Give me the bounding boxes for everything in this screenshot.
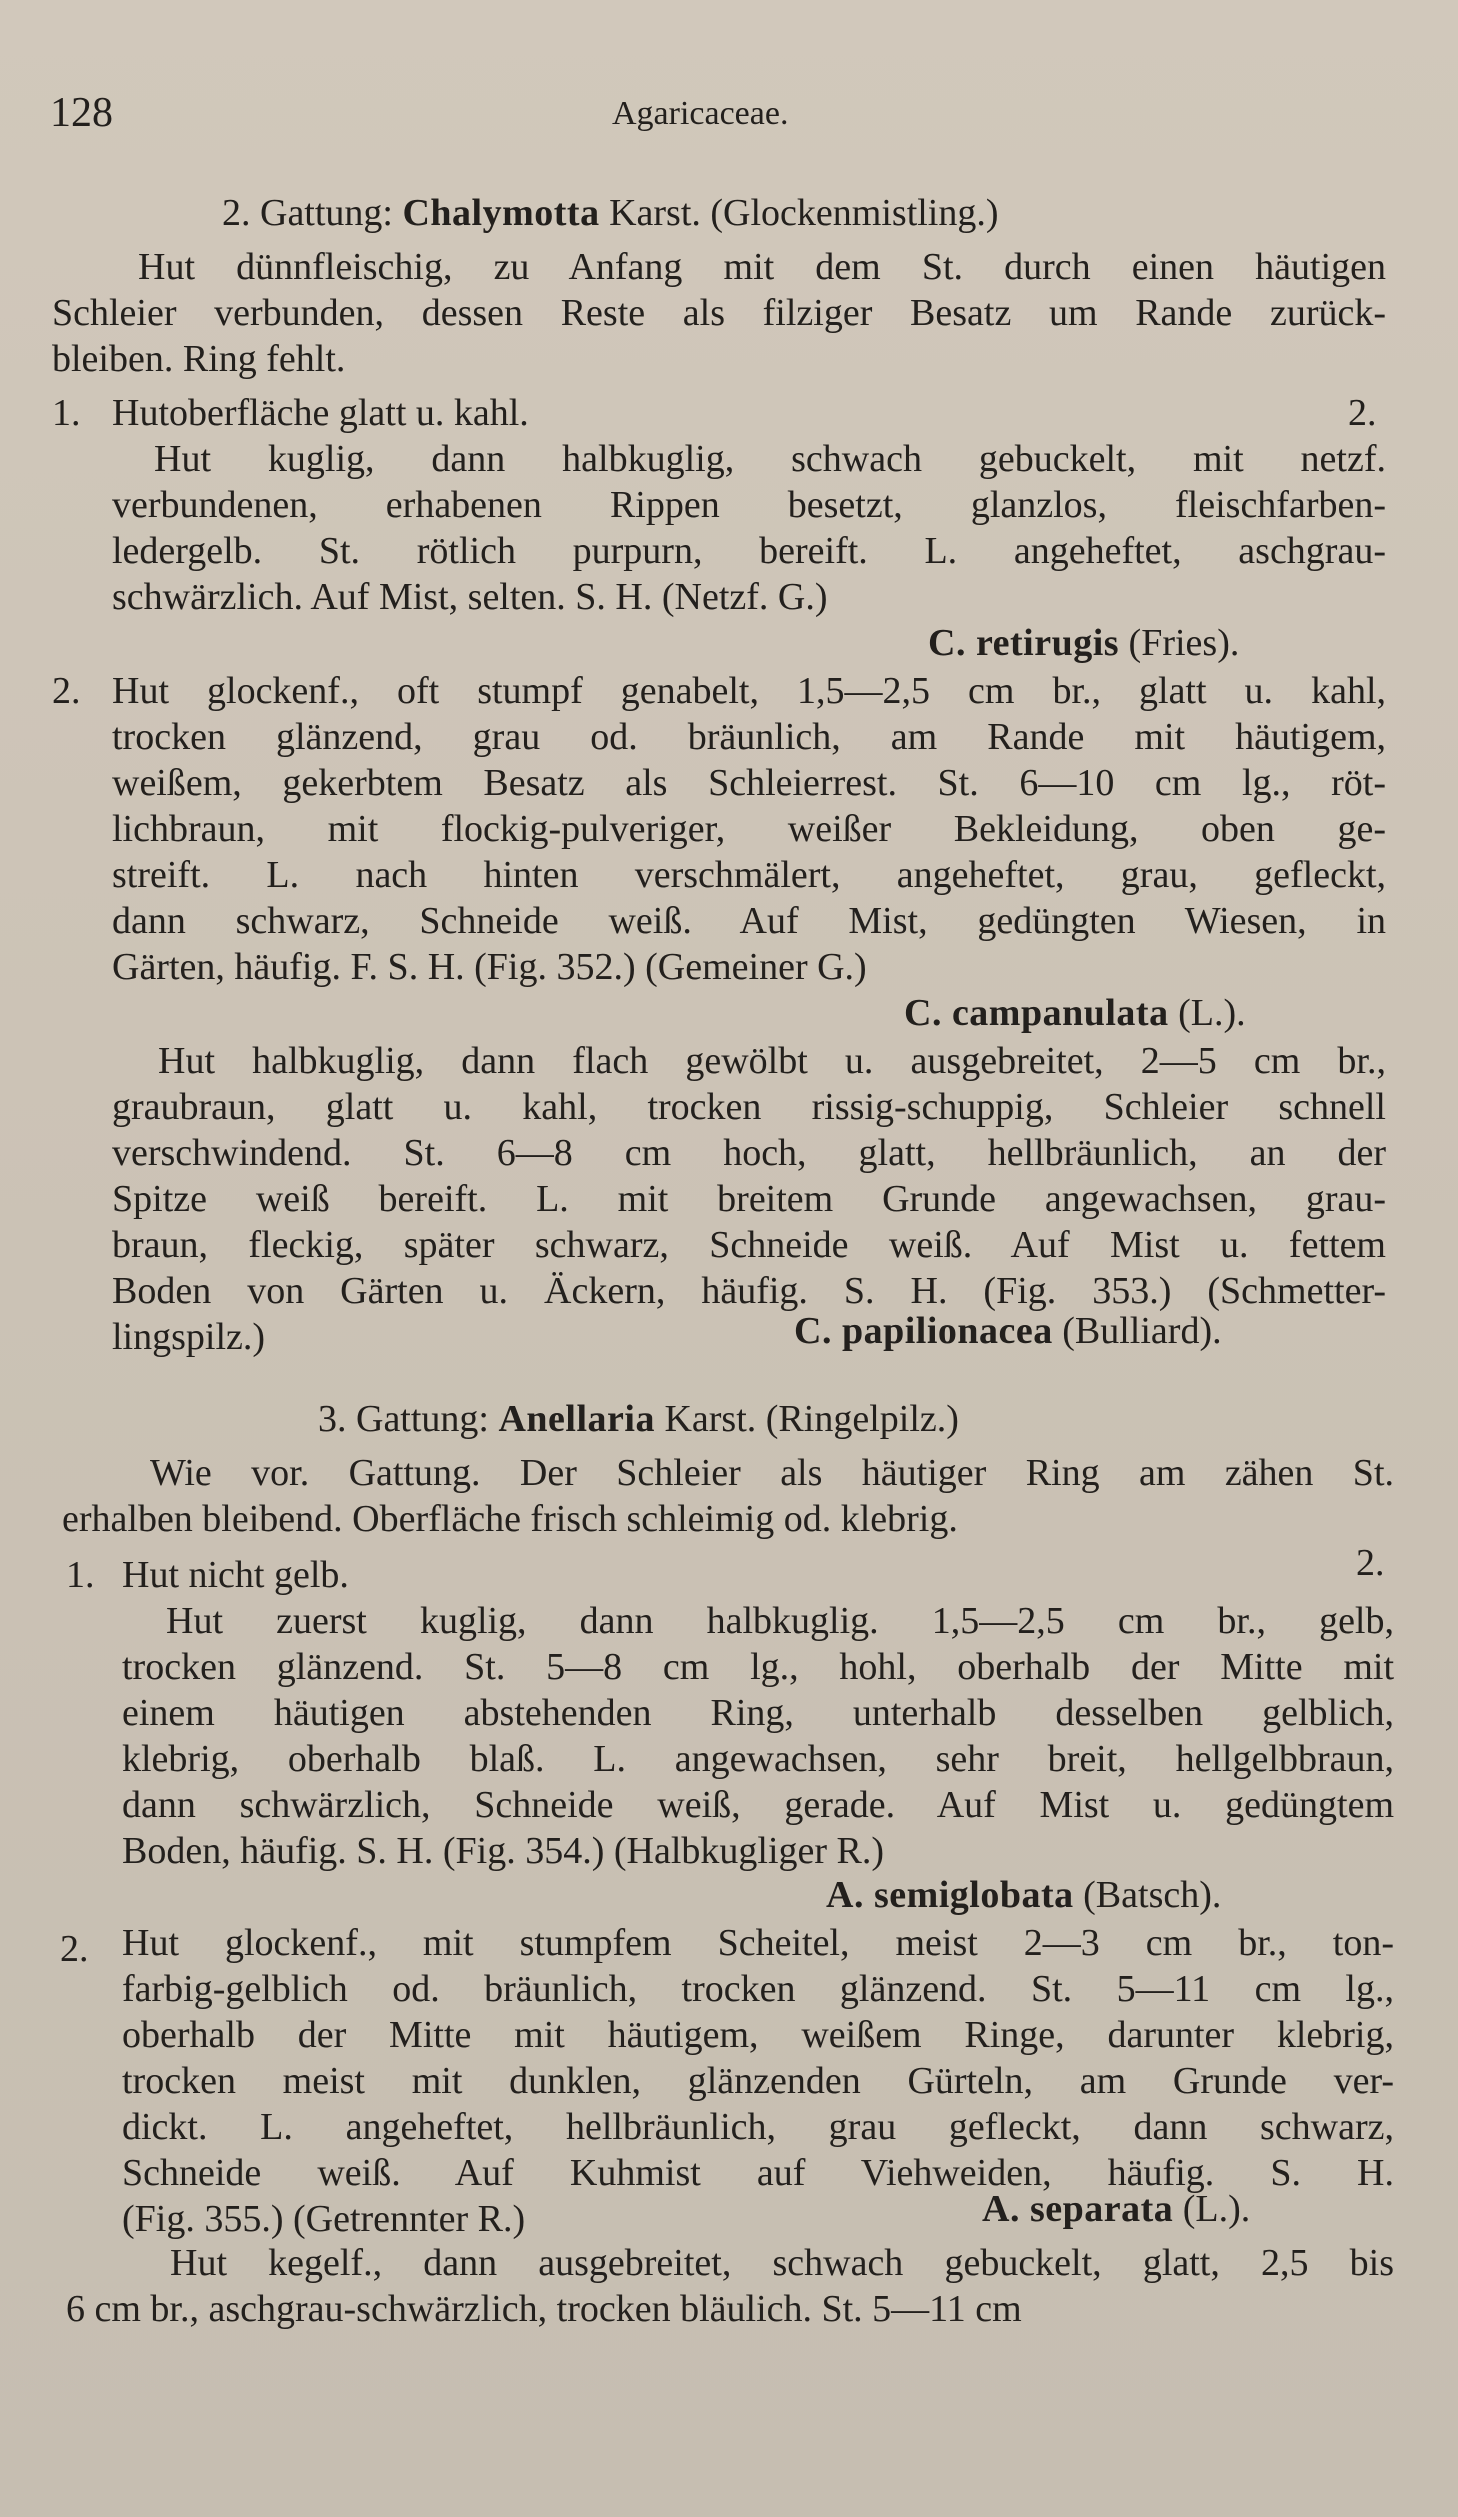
description-line: braun, fleckig, später schwarz, Schneide weiß. Auf Mist u. fettem	[112, 1224, 1386, 1266]
description-line: 6 cm br., aschgrau-schwärzlich, trocken bläulich. St. 5—11 cm	[66, 2288, 1022, 2330]
description-line: graubraun, glatt u. kahl, trocken rissig-schuppig, Schleier schnell	[112, 1086, 1386, 1128]
key-number: 2.	[60, 1928, 89, 1970]
key-lead: Hut nicht gelb.	[122, 1554, 349, 1596]
description-line: Hut glockenf., oft stumpf genabelt, 1,5—2,5 cm br., glatt u. kahl,	[112, 670, 1386, 712]
key-number: 1.	[66, 1554, 95, 1596]
description-line: klebrig, oberhalb blaß. L. angewachsen, sehr breit, hellgelbbraun,	[122, 1738, 1394, 1780]
description-line: ledergelb. St. rötlich purpurn, bereift. L. angeheftet, aschgrau-	[112, 530, 1386, 572]
key-goto: 2.	[1356, 1542, 1385, 1584]
paragraph-line: Hut dünnfleischig, zu Anfang mit dem St. durch einen häutigen	[138, 246, 1386, 288]
description-line: Hut kegelf., dann ausgebreitet, schwach gebuckelt, glatt, 2,5 bis	[170, 2242, 1394, 2284]
page-number: 128	[50, 90, 113, 136]
genus-heading-prefix: 2. Gattung:	[222, 192, 393, 234]
paragraph-line: Schleier verbunden, dessen Reste als filziger Besatz um Rande zurück-	[52, 292, 1386, 334]
description-line: Hut kuglig, dann halbkuglig, schwach gebuckelt, mit netzf.	[154, 438, 1386, 480]
species-name-line	[794, 1308, 1222, 1354]
species-name: A. semiglobata	[826, 1874, 1074, 1916]
description-line: trocken meist mit dunklen, glänzenden Gürteln, am Grunde ver-	[122, 2060, 1394, 2102]
description-line: Hut zuerst kuglig, dann halbkuglig. 1,5—2,5 cm br., gelb,	[166, 1600, 1394, 1642]
species-name-line	[904, 990, 1246, 1036]
description-line: trocken glänzend. St. 5—8 cm lg., hohl, oberhalb der Mitte mit	[122, 1646, 1394, 1688]
paragraph-line: bleiben. Ring fehlt.	[52, 338, 346, 380]
description-line: dann schwarz, Schneide weiß. Auf Mist, gedüngten Wiesen, in	[112, 900, 1386, 942]
description-line: lingspilz.)	[112, 1316, 266, 1358]
species-author: (Batsch).	[1083, 1874, 1222, 1916]
description-line: weißem, gekerbtem Besatz als Schleierrest. St. 6—10 cm lg., röt-	[112, 762, 1386, 804]
key-number: 2.	[52, 670, 81, 712]
description-line: Boden, häufig. S. H. (Fig. 354.) (Halbkugliger R.)	[122, 1830, 885, 1872]
description-line: oberhalb der Mitte mit häutigem, weißem Ringe, darunter klebrig,	[122, 2014, 1394, 2056]
species-name: C. papilionacea	[794, 1310, 1053, 1352]
description-line: schwärzlich. Auf Mist, selten. S. H. (Netzf. G.)	[112, 576, 828, 618]
description-line: lichbraun, mit flockig-pulveriger, weißer Bekleidung, oben ge-	[112, 808, 1386, 850]
species-name-line	[982, 2186, 1250, 2232]
description-line: Spitze weiß bereift. L. mit breitem Grunde angewachsen, grau-	[112, 1178, 1386, 1220]
genus-heading-chalymotta	[222, 190, 999, 236]
species-author: (L.).	[1178, 992, 1246, 1034]
description-line: Gärten, häufig. F. S. H. (Fig. 352.) (Gemeiner G.)	[112, 946, 867, 988]
key-goto: 2.	[1348, 392, 1377, 434]
species-name: A. separata	[982, 2188, 1174, 2230]
description-line: trocken glänzend, grau od. bräunlich, am Rande mit häutigem,	[112, 716, 1386, 758]
genus-heading-prefix: 3. Gattung:	[318, 1398, 489, 1440]
species-name-line	[928, 620, 1239, 666]
description-line: Hut halbkuglig, dann flach gewölbt u. ausgebreitet, 2—5 cm br.,	[158, 1040, 1386, 1082]
species-author: (L.).	[1182, 2188, 1251, 2230]
species-name: C. retirugis	[928, 622, 1120, 664]
description-line: verschwindend. St. 6—8 cm hoch, glatt, hellbräunlich, an der	[112, 1132, 1386, 1174]
description-line: dickt. L. angeheftet, hellbräunlich, grau gefleckt, dann schwarz,	[122, 2106, 1394, 2148]
description-line: Hut glockenf., mit stumpfem Scheitel, meist 2—3 cm br., ton-	[122, 1922, 1394, 1964]
description-line: verbundenen, erhabenen Rippen besetzt, glanzlos, fleischfarben-	[112, 484, 1386, 526]
genus-heading-suffix: Karst. (Glockenmistling.)	[609, 192, 999, 234]
running-head: Agaricaceae.	[612, 95, 789, 132]
paragraph-line: erhalben bleibend. Oberfläche frisch schleimig od. klebrig.	[62, 1498, 958, 1540]
description-line: (Fig. 355.) (Getrennter R.)	[122, 2198, 526, 2240]
genus-heading-suffix: Karst. (Ringelpilz.)	[664, 1398, 959, 1440]
description-line: streift. L. nach hinten verschmälert, angeheftet, grau, gefleckt,	[112, 854, 1386, 896]
species-author: (Fries).	[1128, 622, 1240, 664]
paragraph-line: Wie vor. Gattung. Der Schleier als häutiger Ring am zähen St.	[150, 1452, 1394, 1494]
species-author: (Bulliard).	[1062, 1310, 1222, 1352]
description-line: dann schwärzlich, Schneide weiß, gerade. Auf Mist u. gedüngtem	[122, 1784, 1394, 1826]
key-number: 1.	[52, 392, 81, 434]
genus-name: Anellaria	[498, 1398, 655, 1440]
description-line: Boden von Gärten u. Äckern, häufig. S. H. (Fig. 353.) (Schmetter-	[112, 1270, 1386, 1312]
description-line: farbig-gelblich od. bräunlich, trocken glänzend. St. 5—11 cm lg.,	[122, 1968, 1394, 2010]
description-line: einem häutigen abstehenden Ring, unterhalb desselben gelblich,	[122, 1692, 1394, 1734]
species-name-line	[826, 1872, 1221, 1918]
genus-heading-anellaria	[318, 1396, 959, 1442]
key-lead: Hutoberfläche glatt u. kahl.	[112, 392, 529, 434]
description-line: Schneide weiß. Auf Kuhmist auf Viehweiden, häufig. S. H.	[122, 2152, 1394, 2194]
genus-name: Chalymotta	[402, 192, 600, 234]
species-name: C. campanulata	[904, 992, 1169, 1034]
